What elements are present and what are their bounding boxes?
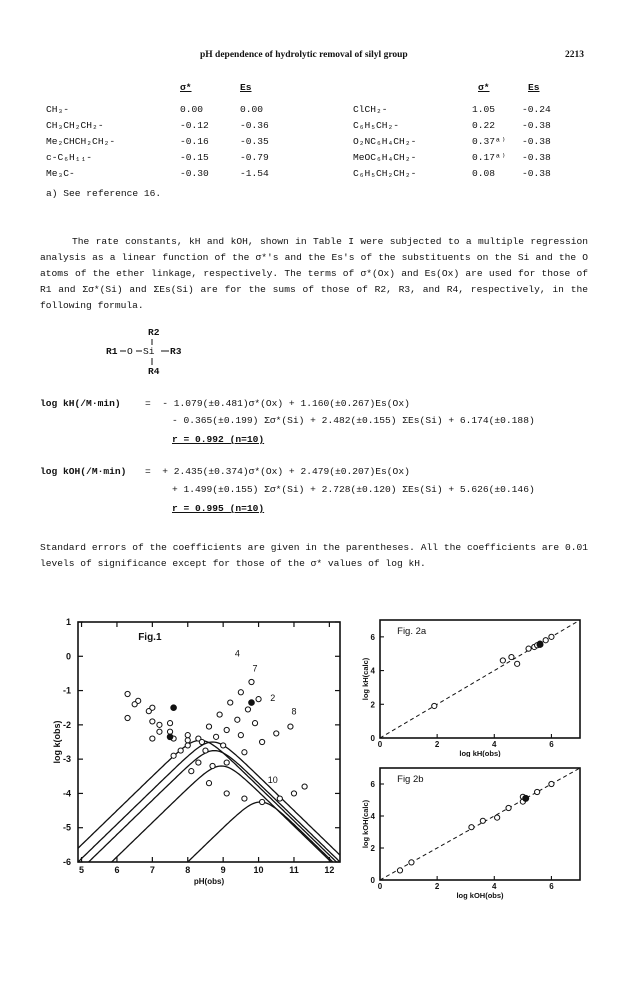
paragraph-standard-errors: Standard errors of the coefficients are given in the parentheses. All the coefficients are 0.01 levels of significance except for those of the σ* values of log kH. <box>40 542 588 569</box>
series-label-2: 2 <box>270 692 276 703</box>
table-cell-sigma: 0.08 <box>472 168 496 179</box>
running-title: pH dependence of hydrolytic removal of silyl group <box>200 50 408 60</box>
x-tick-label: 6 <box>549 740 554 749</box>
data-point <box>203 748 208 753</box>
y-axis-label: log k(obs) <box>52 720 62 764</box>
data-point <box>480 818 485 823</box>
data-point <box>469 825 474 830</box>
formula-si: Si <box>143 346 155 357</box>
data-point-filled <box>171 705 177 711</box>
series-label-4: 4 <box>234 648 240 659</box>
table-cell-sigma: 1.05 <box>472 104 496 115</box>
data-point <box>150 736 155 741</box>
left-sigma-header: σ* <box>180 82 192 93</box>
curve-2 <box>78 751 340 873</box>
table-cell-es: -0.38 <box>522 168 551 179</box>
x-tick-label: 0 <box>377 740 383 749</box>
table-cell-sigma: -0.30 <box>180 168 209 179</box>
formula-r4: R4 <box>148 366 160 377</box>
data-point <box>256 697 261 702</box>
eq1-line1: = - 1.079(±0.481)σ*(Ox) + 1.160(±0.267)Es(Ox) <box>145 398 410 409</box>
series-label-10: 10 <box>267 775 278 786</box>
table-cell-substituent: ClCH₂- <box>353 104 388 115</box>
y-axis-label: log kH(calc) <box>361 657 370 701</box>
data-point <box>167 721 172 726</box>
y-tick-label: -5 <box>62 822 71 833</box>
eq1-lhs: log kH(/M·min) <box>40 398 121 409</box>
data-point <box>189 769 194 774</box>
x-tick-label: 6 <box>549 882 554 891</box>
y-tick-label: 4 <box>370 666 375 676</box>
y-tick-label: -3 <box>62 754 71 765</box>
table-cell-substituent: C₆H₅CH₂CH₂- <box>353 168 417 179</box>
table-cell-substituent: C₆H₅CH₂- <box>353 120 400 131</box>
data-point <box>409 860 414 865</box>
table-cell-es: -0.79 <box>240 152 269 163</box>
data-point <box>252 721 257 726</box>
eq1-line2: - 0.365(±0.199) Σσ*(Si) + 2.482(±0.155) ΣEs(Si) + 6.174(±0.188) <box>172 415 535 426</box>
y-tick-label: 4 <box>370 812 375 821</box>
table-cell-sigma: 0.00 <box>180 104 204 115</box>
right-es-header: Es <box>528 82 540 93</box>
x-tick-label: 6 <box>114 865 120 875</box>
y-tick-label: -6 <box>62 857 71 867</box>
data-point <box>432 703 437 708</box>
table-cell-substituent: c-C₆H₁₁- <box>46 152 93 163</box>
table-cell-substituent: CH₃CH₂CH₂- <box>46 120 104 131</box>
data-point <box>397 868 402 873</box>
y-tick-label: 0 <box>65 651 71 662</box>
left-es-header: Es <box>240 82 252 93</box>
data-point-filled <box>249 700 255 706</box>
data-point <box>260 739 265 744</box>
data-point <box>535 789 540 794</box>
paragraph-regression: The rate constants, kH and kOH, shown in Table I were subjected to a multiple regression analysis as a linear function of the σ*'s and the Es's of the substituents on the Si and the O atoms of the ether linkage, respectively. The terms of σ*(Ox) and Es(Ox) are used for those of R1 and Σσ*(Si) and ΣEs(Si) are for the sums of those of R2, R3, and R4, respectively, in the following formula. <box>40 236 588 311</box>
data-point <box>150 705 155 710</box>
data-point <box>221 743 226 748</box>
x-tick-label: 2 <box>434 740 440 749</box>
x-tick-label: 7 <box>149 865 155 875</box>
y-tick-label: 0 <box>370 734 375 743</box>
table-cell-substituent: O₂NC₆H₄CH₂- <box>353 136 417 147</box>
table-cell-es: -0.36 <box>240 120 269 131</box>
data-point <box>206 724 211 729</box>
page-number: 2213 <box>565 50 584 60</box>
data-point <box>249 679 254 684</box>
table-footnote: a) See reference 16. <box>46 188 162 199</box>
data-point <box>185 738 190 743</box>
table-cell-es: -1.54 <box>240 168 269 179</box>
data-point <box>549 781 554 786</box>
table-cell-es: -0.38 <box>522 136 551 147</box>
data-point <box>495 815 500 820</box>
data-point <box>515 661 520 666</box>
table-cell-es: -0.24 <box>522 104 551 115</box>
data-point <box>224 791 229 796</box>
data-point <box>178 748 183 753</box>
table-cell-substituent: CH₃- <box>46 104 70 115</box>
eq2-line1: = + 2.435(±0.374)σ*(Ox) + 2.479(±0.207)Es(Ox) <box>145 466 410 477</box>
data-point <box>245 707 250 712</box>
table-cell-sigma: 0.37ᵃ⁾ <box>472 136 507 147</box>
eq1-r: r = 0.992 (n=10) <box>172 434 265 445</box>
curve-7 <box>78 742 340 862</box>
table-cell-substituent: Me₃C- <box>46 168 75 179</box>
table-cell-sigma: 0.17ᵃ⁾ <box>472 152 507 163</box>
table-cell-es: -0.38 <box>522 152 551 163</box>
x-tick-label: 5 <box>79 865 85 875</box>
data-point <box>260 799 265 804</box>
y-tick-label: -2 <box>62 719 71 730</box>
formula-bonds <box>100 330 190 380</box>
x-tick-label: 0 <box>377 882 383 891</box>
y-tick-label: 1 <box>65 617 71 627</box>
data-point <box>167 729 172 734</box>
chart-title: Fig.1 <box>138 632 162 643</box>
data-point <box>185 733 190 738</box>
data-point-filled <box>537 641 543 647</box>
x-tick-label: 8 <box>185 865 191 875</box>
data-point <box>132 702 137 707</box>
curve-4 <box>78 740 340 865</box>
data-point <box>291 791 296 796</box>
data-point <box>277 796 282 801</box>
chart-title: Fig. 2a <box>397 626 427 637</box>
data-point <box>157 722 162 727</box>
data-point <box>125 715 130 720</box>
data-point <box>224 760 229 765</box>
figure-2a <box>354 612 589 757</box>
data-point <box>500 658 505 663</box>
table-cell-substituent: MeOC₆H₄CH₂- <box>353 152 417 163</box>
y-tick-label: 6 <box>370 780 375 789</box>
chart-title: Fig 2b <box>397 774 424 785</box>
data-point <box>125 691 130 696</box>
data-point <box>199 739 204 744</box>
data-point <box>238 690 243 695</box>
formula-r2: R2 <box>148 327 160 338</box>
right-sigma-header: σ* <box>478 82 490 93</box>
x-axis-label: pH(obs) <box>193 877 225 886</box>
x-tick-label: 2 <box>434 882 440 891</box>
formula-o: O <box>127 346 133 357</box>
series-label-7: 7 <box>252 663 258 674</box>
x-tick-label: 11 <box>289 865 299 875</box>
figure-1 <box>50 612 350 902</box>
y-tick-label: 6 <box>370 632 375 642</box>
data-point <box>242 796 247 801</box>
formula-r3: R3 <box>170 346 182 357</box>
data-point <box>228 700 233 705</box>
table-cell-es: 0.00 <box>240 104 264 115</box>
data-point <box>185 743 190 748</box>
eq2-lhs: log kOH(/M·min) <box>40 466 127 477</box>
data-point <box>224 727 229 732</box>
data-point <box>543 638 548 643</box>
data-point <box>549 634 554 639</box>
figure-2b <box>354 760 589 900</box>
y-tick-label: 2 <box>370 700 375 710</box>
x-tick-label: 4 <box>492 740 497 749</box>
data-point-filled <box>523 795 529 801</box>
x-axis-label: log kOH(obs) <box>456 891 504 900</box>
data-point <box>288 724 293 729</box>
data-point-filled <box>167 734 173 740</box>
y-axis-label: log kOH(calc) <box>361 799 370 849</box>
data-point <box>213 734 218 739</box>
data-point <box>235 717 240 722</box>
series-label-8: 8 <box>291 706 297 717</box>
data-point <box>509 654 514 659</box>
eq2-r: r = 0.995 (n=10) <box>172 503 265 514</box>
data-point <box>157 729 162 734</box>
x-tick-label: 9 <box>220 865 226 875</box>
formula-r1: R1 <box>106 346 118 357</box>
table-cell-es: -0.38 <box>522 120 551 131</box>
data-point <box>210 763 215 768</box>
data-point <box>274 731 279 736</box>
data-point <box>238 733 243 738</box>
data-point <box>196 760 201 765</box>
y-tick-label: -4 <box>62 788 71 799</box>
table-cell-sigma: 0.22 <box>472 120 496 131</box>
data-point <box>242 750 247 755</box>
x-axis-label: log kH(obs) <box>459 749 501 757</box>
table-cell-es: -0.35 <box>240 136 269 147</box>
x-tick-label: 4 <box>492 882 497 891</box>
y-tick-label: 0 <box>370 876 375 885</box>
x-tick-label: 12 <box>324 865 335 875</box>
y-tick-label: -1 <box>62 685 71 696</box>
data-point <box>171 753 176 758</box>
data-point <box>302 784 307 789</box>
data-point <box>526 646 531 651</box>
table-cell-sigma: -0.12 <box>180 120 209 131</box>
data-point <box>150 719 155 724</box>
data-point <box>217 712 222 717</box>
table-cell-sigma: -0.15 <box>180 152 209 163</box>
x-tick-label: 10 <box>253 865 264 875</box>
data-point <box>506 805 511 810</box>
data-point <box>206 781 211 786</box>
y-tick-label: 2 <box>370 844 375 853</box>
eq2-line2: + 1.499(±0.155) Σσ*(Si) + 2.728(±0.120) ΣEs(Si) + 5.626(±0.146) <box>172 484 535 495</box>
table-cell-substituent: Me₂CHCH₂CH₂- <box>46 136 116 147</box>
table-cell-sigma: -0.16 <box>180 136 209 147</box>
